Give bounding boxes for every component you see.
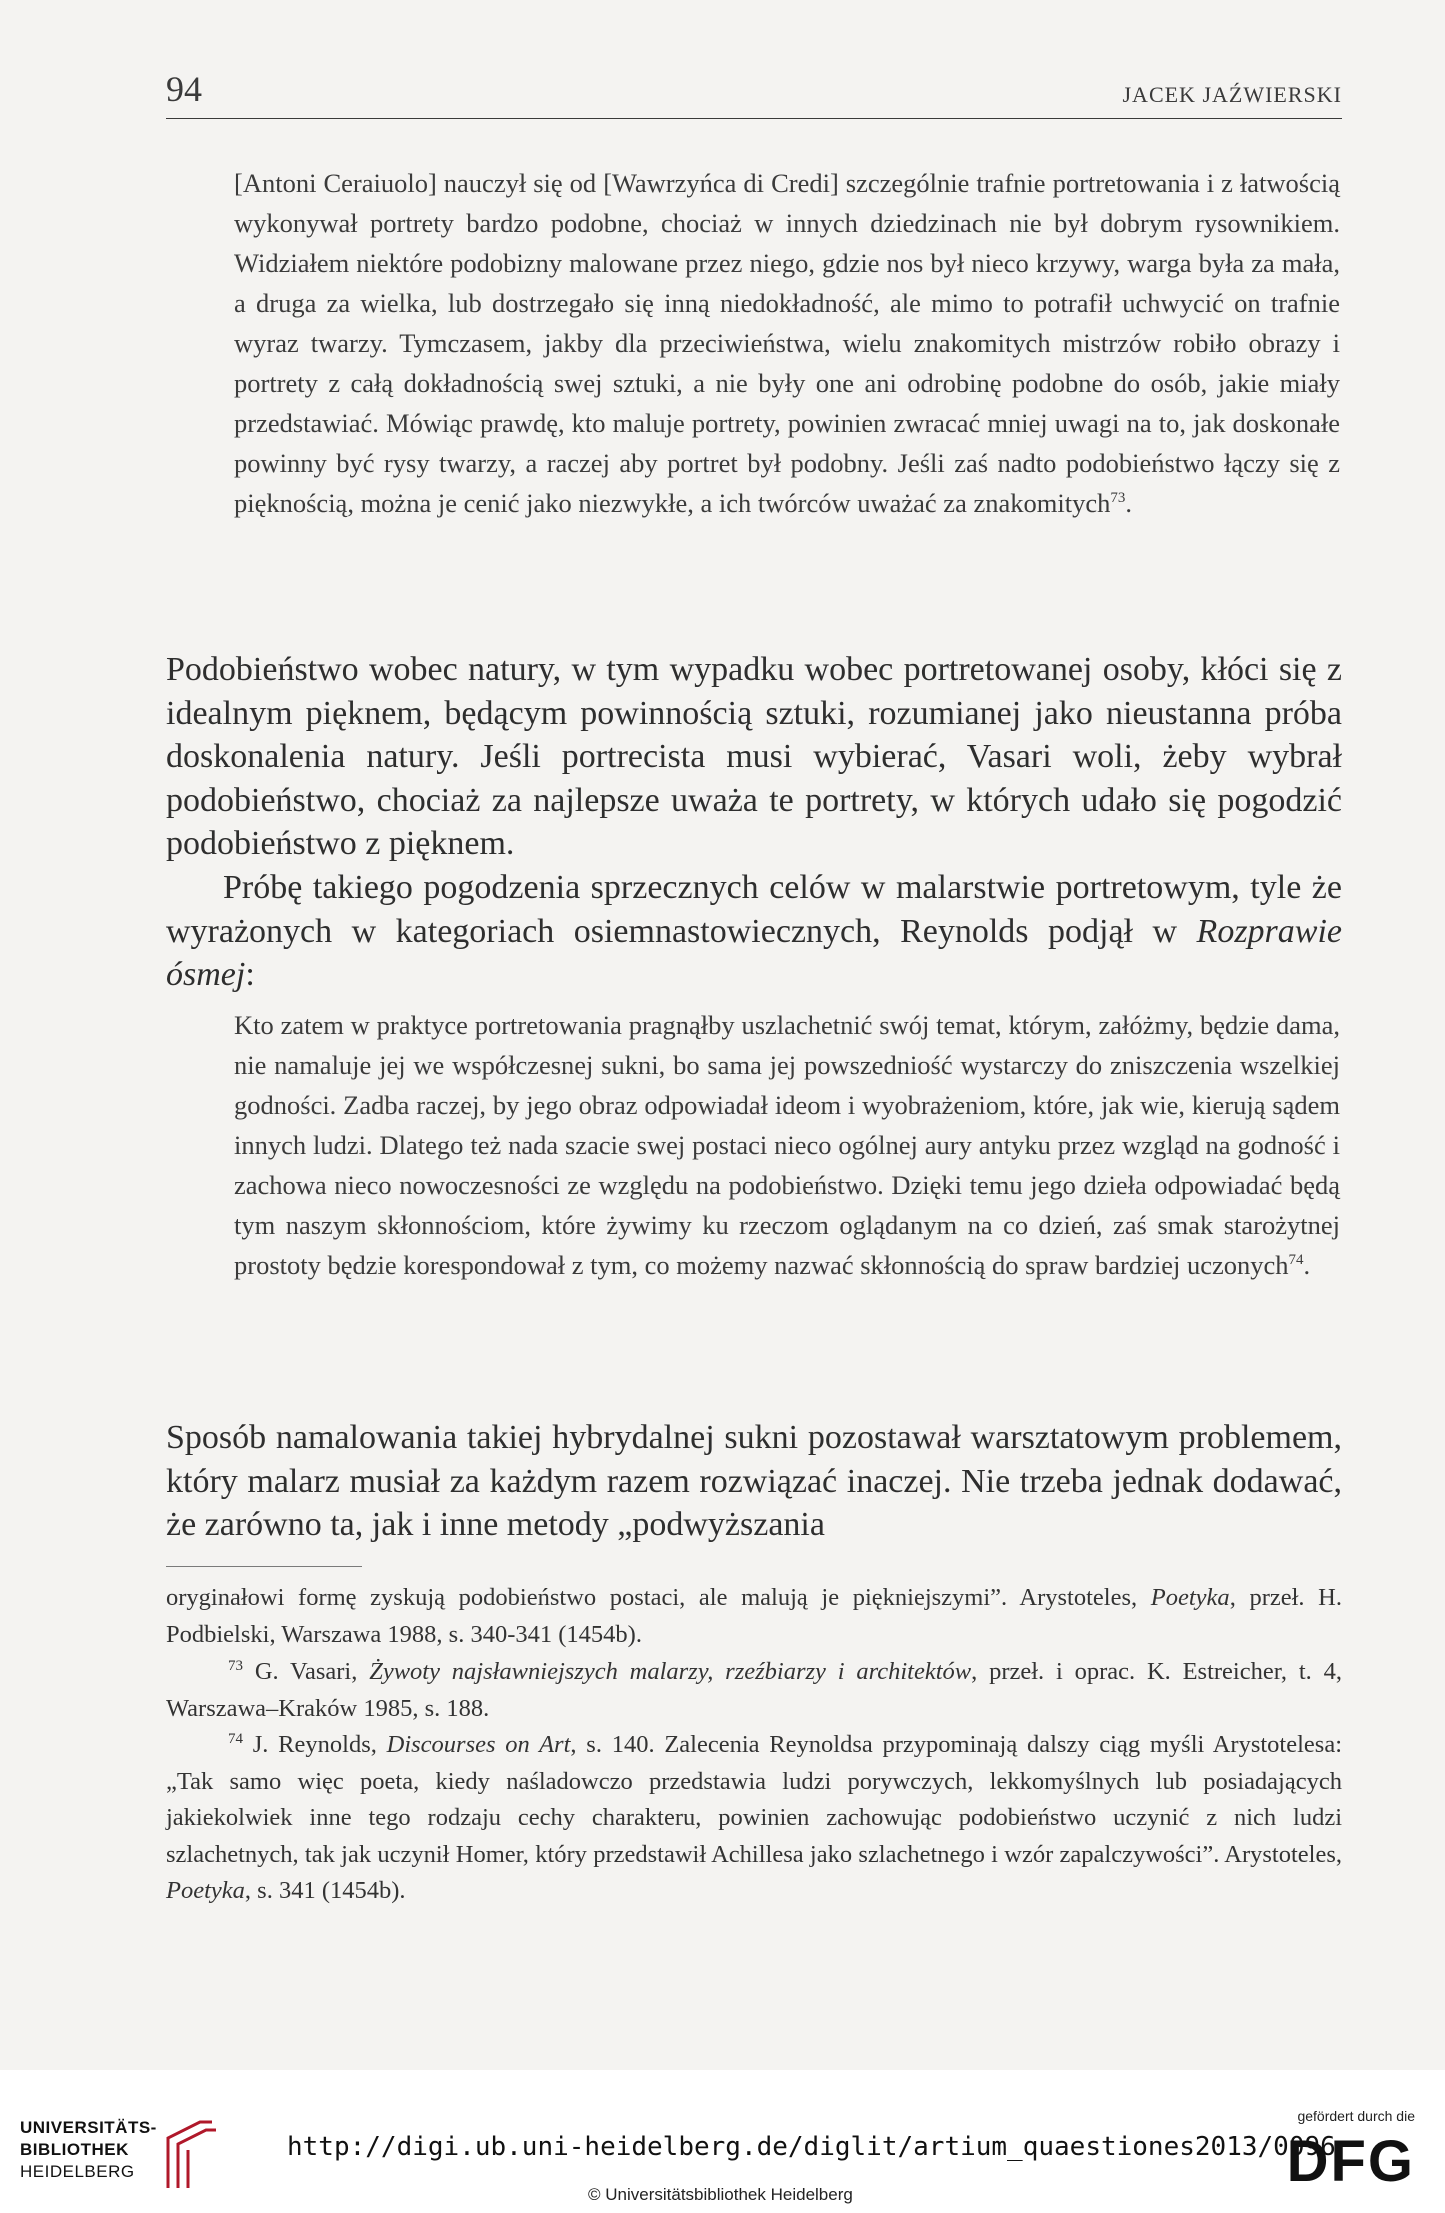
footnote-mark: 73 bbox=[228, 1657, 243, 1674]
footnote-text: , s. 140. Zalecenia Reynoldsa przypominają dalszy ciąg myśli Arystotelesa: „Tak samo więc poeta, kiedy naśladowczo przedstawia ludzi porywczych, lekkomyślnych lub posiadających jakiekolwiek inne tego rodzaju cechy charakteru, powinien zachowując podobieństwo uczynić z nich ludzi szlachetnych, tak jak uczynił Homer, który przedstawił Achillesa jako szlachetnego i wzór zapalczywości”. Arystoteles, bbox=[166, 1731, 1342, 1868]
footnote-text: J. Reynolds, bbox=[243, 1731, 387, 1758]
cited-title: Poetyka bbox=[1150, 1584, 1230, 1611]
paragraph-end: : bbox=[245, 956, 255, 993]
cited-title: Rozprawie ósmej bbox=[166, 912, 1342, 993]
paragraph-text: Próbę takiego pogodzenia sprzecznych celów w malarstwie portretowym, tyle że wyrażonych w kategoriach osiemnastowiecznych, Reynolds podjął w bbox=[166, 869, 1342, 950]
cited-title: Poetyka bbox=[166, 1877, 245, 1904]
footnote-mark: 74 bbox=[228, 1730, 243, 1747]
footnote-ref[interactable]: 73 bbox=[1110, 490, 1126, 507]
footnote-continued bbox=[166, 1580, 1342, 1653]
digitization-footer bbox=[0, 2070, 1445, 2213]
footnote-ref[interactable]: 74 bbox=[1288, 1252, 1304, 1269]
library-name-line: HEIDELBERG bbox=[20, 2162, 135, 2181]
footnote-text: oryginałowi formę zyskują podobieństwo postaci, ale malują je piękniejszymi”. Arystoteles, bbox=[166, 1584, 1151, 1611]
footnote-73 bbox=[166, 1654, 1342, 1727]
quote-text: [Antoni Ceraiuolo] nauczył się od [Wawrzyńca di Credi] szczególnie trafnie portretowania i z łatwością wykonywał portrety bardzo podobne, chociaż w innych dziedzinach nie był dobrym rysownikiem. Widziałem niektóre podobizny malowane przez niego, gdzie nos był nieco krzywy, warga była za mała, a druga za wielka, lub dostrzegało się inną niedokładność, ale mimo to potrafił uchwycić on trafnie wyraz twarzy. Tymczasem, jakby dla przeciwieństwa, wielu znakomitych mistrzów robiło obrazy i portrety z całą dokładnością swej sztuki, a nie były one ani odrobinę podobne do osób, jakie miały przedstawiać. Mówiąc prawdę, kto maluje portrety, powinien zwracać mniej uwagi na to, jak doskonałe powinny być rysy twarzy, a raczej aby portret był podobny. Jeśli zaś nadto podobieństwo łączy się z pięknością, można je cenić jako niezwykłe, a ich twórców uważać za znakomitych bbox=[234, 168, 1340, 518]
library-name-line: UNIVERSITÄTS- bbox=[20, 2118, 157, 2137]
dfg-logo[interactable] bbox=[1285, 2108, 1415, 2198]
block-quote-vasari: [Antoni Ceraiuolo] nauczył się od [Wawrzyńca di Credi] szczególnie trafnie portretowania i z łatwością wykonywał portrety bardzo podobne, chociaż w innych dziedzinach nie był dobrym rysownikiem. Widziałem niektóre podobizny malowane przez niego, gdzie nos był nieco krzywy, warga była za mała, a druga za wielka, lub dostrzegało się inną niedokładność, ale mimo to potrafił uchwycić on trafnie wyraz twarzy. Tymczasem, jakby dla przeciwieństwa, wielu znakomitych mistrzów robiło obrazy i portrety z całą dokładnością swej sztuki, a nie były one ani odrobinę podobne do osób, jakie miały przedstawiać. Mówiąc prawdę, kto maluje portrety, powinien zwracać mniej uwagi na to, jak doskonałe powinny być rysy twarzy, a raczej aby portret był podobny. Jeśli zaś nadto podobieństwo łączy się z pięknością, można je cenić jako niezwykłe, a ich twórców uważać za znakomitych$^{73}$. bbox=[234, 168, 1340, 518]
library-logo[interactable] bbox=[20, 2118, 220, 2190]
footnote-text: , s. 341 (1454b). bbox=[244, 1877, 406, 1904]
footnote-text: , przeł. i oprac. K. Estreicher, t. 4, Warszawa–Kraków 1985, s. 188. bbox=[166, 1658, 1342, 1722]
body-paragraph: Podobieństwo wobec natury, w tym wypadku wobec portretowanej osoby, kłóci się z idealnym pięknem, będącym powinnością sztuki, rozumianej jako nieustanna próba doskonalenia natury. Jeśli portrecista musi wybierać, Vasari woli, żeby wybrał podobieństwo, chociaż za najlepsze uważa te portrety, w których udało się pogodzić podobieństwo z pięknem. bbox=[166, 651, 1342, 862]
body-paragraph: Sposób namalowania takiej hybrydalnej sukni pozostawał warsztatowym problemem, który malarz musiał za każdym razem rozwiązać inaczej. Nie trzeba jednak dodawać, że zarówno ta, jak i inne metody „podwyższania bbox=[166, 1419, 1342, 1543]
block-quote-reynolds: Kto zatem w praktyce portretowania pragnąłby uszlachetnić swój temat, którym, załóżmy, będzie dama, nie namaluje jej we współczesnej sukni, bo sama jej powszedniość wystarczy do zniszczenia wszelkiej godności. Zadba raczej, by jego obraz odpowiadał ideom i wyobrażeniom, które, jak wie, kierują sądem innych ludzi. Dlatego też nada szacie swej postaci nieco ogólnej aury antyku przez wzgląd na godność i zachowa nieco nowoczesności ze względu na podobieństwo. Dzięki temu jego dzieła odpowiadać będą tym naszym skłonnościom, które żywimy ku rzeczom oglądanym na co dzień, zaś smak starożytnej prostoty będzie korespondował z tym, co możemy nazwać skłonnością do spraw bardziej uczonych$^{74}$. bbox=[234, 1010, 1340, 1280]
funding-note: gefördert durch die bbox=[1297, 2108, 1415, 2124]
footnote-text: , przeł. H. Podbielski, Warszawa 1988, s. 340-341 (1454b). bbox=[166, 1584, 1342, 1648]
copyright-notice: © Universitätsbibliothek Heidelberg bbox=[588, 2185, 853, 2204]
quote-text: Kto zatem w praktyce portretowania pragnąłby uszlachetnić swój temat, którym, załóżmy, będzie dama, nie namaluje jej we współczesnej sukni, bo sama jej powszedniość wystarczy do zniszczenia wszelkiej godności. Zadba raczej, by jego obraz odpowiadał ideom i wyobrażeniom, które, jak wie, kierują sądem innych ludzi. Dlatego też nada szacie swej postaci nieco ogólnej aury antyku przez wzgląd na godność i zachowa nieco nowoczesności ze względu na podobieństwo. Dzięki temu jego dzieła odpowiadać będą tym naszym skłonnościom, które żywimy ku rzeczom oglądanym na co dzień, zaś smak starożytnej prostoty będzie korespondował z tym, co możemy nazwać skłonnością do spraw bardziej uczonych bbox=[234, 1010, 1340, 1280]
permalink[interactable]: http://digi.ub.uni-heidelberg.de/diglit/artium_quaestiones2013/0096 bbox=[287, 2132, 1336, 2162]
library-name-line: BIBLIOTHEK bbox=[20, 2140, 129, 2159]
footnote-74 bbox=[166, 1727, 1342, 1910]
dfg-wordmark: DFG bbox=[1286, 2129, 1415, 2194]
page-number: 94 bbox=[166, 69, 202, 109]
footnote-divider bbox=[166, 1566, 362, 1567]
running-head-author: JACEK JAŹWIERSKI bbox=[1122, 82, 1342, 107]
cited-title: Discourses on Art bbox=[386, 1731, 571, 1758]
body-paragraph bbox=[166, 866, 1342, 997]
library-emblem-icon bbox=[160, 2118, 220, 2190]
running-header bbox=[166, 68, 1342, 119]
footnote-text: G. Vasari, bbox=[243, 1658, 370, 1685]
cited-title: Żywoty najsławniejszych malarzy, rzeźbiarzy i architektów bbox=[369, 1658, 972, 1685]
